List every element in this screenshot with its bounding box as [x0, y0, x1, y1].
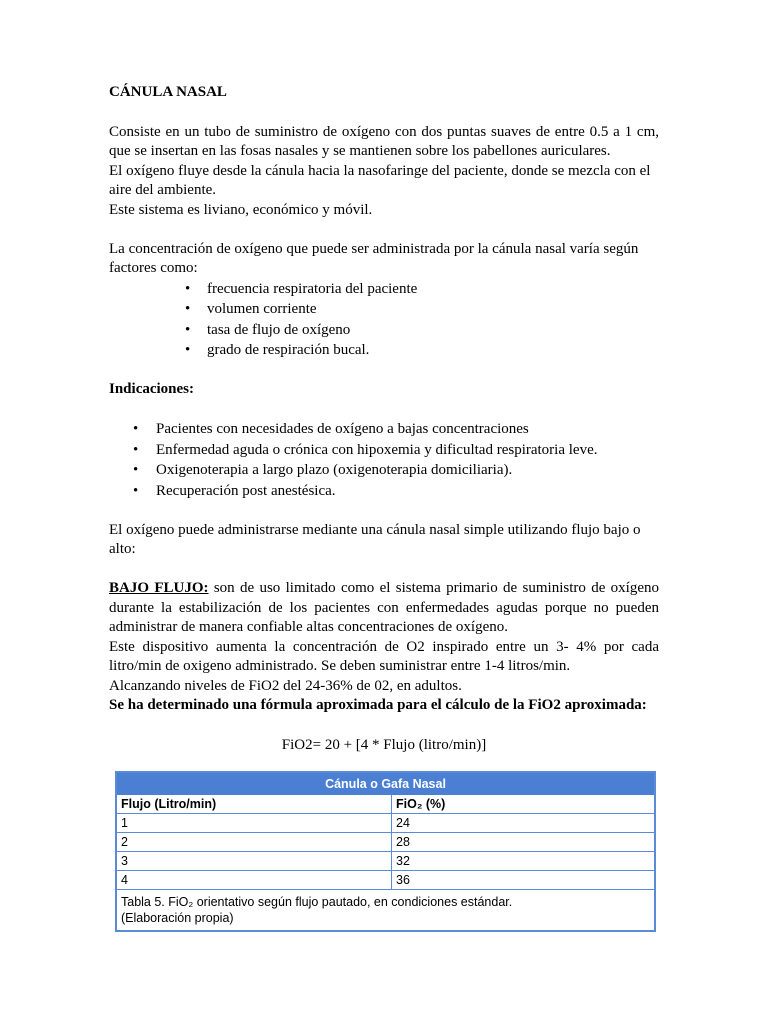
table-row	[116, 871, 655, 890]
device-text-a: Este dispositivo aumenta la concentración de O	[109, 638, 418, 655]
list-item: • volumen corriente	[109, 299, 659, 320]
flow-cell: 2	[116, 833, 392, 852]
table-note-line-2: (Elaboración propia)	[121, 911, 234, 925]
flow-cell: 4	[116, 871, 392, 890]
formula-heading-b: aproximada:	[560, 697, 647, 713]
formula-sub: 2	[305, 736, 313, 753]
formula-a: FiO	[281, 736, 306, 753]
fio2-cell: 32	[392, 852, 656, 871]
table-row	[116, 852, 655, 871]
device-paragraph	[109, 638, 659, 677]
column-header-fio2: FiO₂ (%)	[392, 795, 656, 814]
fio2-cell: 36	[392, 871, 656, 890]
table-caption: Cánula o Gafa Nasal	[116, 772, 655, 795]
formula-b: = 20 + [4 * Flujo (litro/min)]	[312, 736, 487, 753]
formula-heading-a: Se ha determinado una fórmula aproximada para el cálculo de la FiO	[109, 697, 554, 713]
table-row	[116, 833, 655, 852]
bajo-flujo-label: BAJO FLUJO:	[109, 580, 209, 596]
device-sub: 2	[417, 638, 425, 655]
list-item: • Pacientes con necesidades de oxígeno a bajas concentraciones	[109, 419, 659, 440]
device-text-b: inspirado entre un 3- 4% por cada litro/min de oxigeno administrado. Se deben suministrar entre 1-4 litros/min.	[109, 638, 659, 674]
indications-list	[109, 419, 659, 501]
formula-heading-sub: 2	[553, 697, 561, 713]
list-item: • Recuperación post anestésica.	[109, 481, 659, 502]
page-title: CÁNULA NASAL	[109, 84, 227, 100]
concentration-paragraph: La concentración de oxígeno que puede ser administrada por la cánula nasal varía según factores como:	[109, 240, 639, 276]
flow-cell: 1	[116, 814, 392, 833]
bajo-flujo-text: son de uso limitado como el sistema primario de suministro de oxígeno durante la estabilización de los pacientes con enfermedades agudas porque no pueden administrar de manera confiable altas concentraciones de oxígeno.	[109, 580, 659, 635]
formula	[109, 736, 659, 756]
fio2-cell: 24	[392, 814, 656, 833]
bajo-flujo-paragraph	[109, 579, 659, 638]
intro-paragraph-1: Consiste en un tubo de suministro de oxígeno con dos puntas suaves de entre 0.5 a 1 cm, que se insertan en las fosas nasales y se mantienen sobre los pabellones auriculares.	[109, 123, 659, 159]
table-note-row	[116, 890, 655, 932]
factors-list	[109, 279, 659, 361]
document-body	[109, 83, 659, 755]
indications-heading: Indicaciones:	[109, 381, 195, 397]
flow-intro-paragraph: El oxígeno puede administrarse mediante una cánula nasal simple utilizando flujo bajo o alto:	[109, 521, 641, 557]
column-header-flow: Flujo (Litro/min)	[116, 795, 392, 814]
flow-cell: 3	[116, 852, 392, 871]
levels-paragraph	[109, 677, 659, 697]
levels-sub: 2	[381, 677, 390, 694]
table-header-row	[116, 795, 655, 814]
formula-heading	[109, 696, 659, 716]
table-row	[116, 814, 655, 833]
fio2-cell: 28	[392, 833, 656, 852]
intro-paragraph-2: El oxígeno fluye desde la cánula hacia la nasofaringe del paciente, donde se mezcla con el aire del ambiente.	[109, 162, 651, 198]
list-item: • frecuencia respiratoria del paciente	[109, 279, 659, 300]
list-item: • Enfermedad aguda o crónica con hipoxemia y dificultad respiratoria leve.	[109, 440, 659, 461]
table-note-line-1: Tabla 5. FiO₂ orientativo según flujo pautado, en condiciones estándar.	[121, 895, 513, 909]
list-item: • grado de respiración bucal.	[109, 340, 659, 361]
levels-end: , en adultos.	[389, 677, 462, 694]
intro-paragraph-3: Este sistema es liviano, económico y móvil.	[109, 201, 373, 218]
levels-text: Alcanzando niveles de FiO2 del 24-36% de 0	[109, 677, 382, 694]
table-note	[116, 890, 655, 932]
list-item: • Oxigenoterapia a largo plazo (oxigenoterapia domiciliaria).	[109, 460, 659, 481]
fio2-table	[115, 771, 656, 932]
list-item: • tasa de flujo de oxígeno	[109, 320, 659, 341]
